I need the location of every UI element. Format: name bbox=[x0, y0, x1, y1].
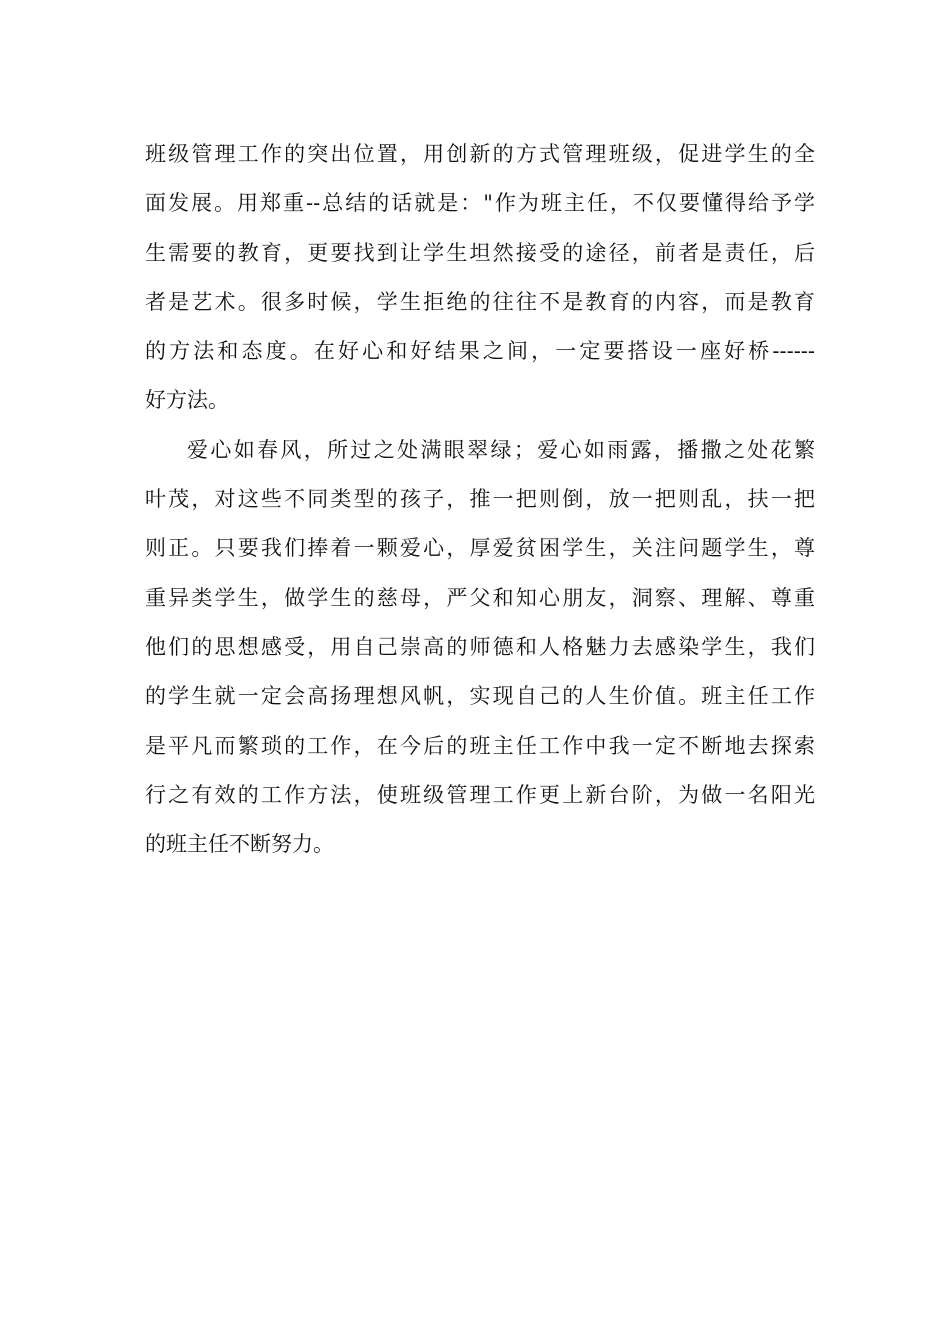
paragraph-2-line: 是平凡而繁琐的工作，在今后的班主任工作中我一定不断地去探索 bbox=[145, 733, 815, 758]
document-body bbox=[145, 130, 815, 869]
paragraph-2-line: 行之有效的工作方法，使班级管理工作更上新台阶，为做一名阳光 bbox=[145, 782, 815, 807]
paragraph-2-line: 的班主任不断努力。 bbox=[145, 832, 334, 857]
paragraph-1-line: 班级管理工作的突出位置，用创新的方式管理班级，促进学生的全 bbox=[145, 142, 815, 166]
paragraph-2-line: 则正。只要我们捧着一颗爱心，厚爱贫困学生，关注问题学生，尊 bbox=[145, 536, 815, 561]
paragraph-2 bbox=[145, 426, 815, 870]
paragraph-1-line: 面发展。用郑重--总结的话就是："作为班主任，不仅要懂得给予学 bbox=[145, 191, 815, 216]
paragraph-1-line: 好方法。 bbox=[145, 388, 229, 413]
paragraph-1-line: 者是艺术。很多时候，学生拒绝的往往不是教育的内容，而是教育 bbox=[145, 289, 815, 314]
paragraph-2-line: 叶茂，对这些不同类型的孩子，推一把则倒，放一把则乱，扶一把 bbox=[145, 487, 815, 512]
paragraph-2-line: 爱心如春风，所过之处满眼翠绿；爱心如雨露，播撒之处花繁 bbox=[187, 437, 815, 462]
paragraph-1-line: 的方法和态度。在好心和好结果之间，一定要搭设一座好桥------ bbox=[145, 339, 815, 364]
paragraph-1-line: 生需要的教育，更要找到让学生坦然接受的途径，前者是责任，后 bbox=[145, 240, 815, 265]
paragraph-1 bbox=[145, 130, 815, 426]
paragraph-2-line: 他们的思想感受，用自己崇高的师德和人格魅力去感染学生，我们 bbox=[145, 634, 815, 659]
paragraph-2-line: 的学生就一定会高扬理想风帆，实现自己的人生价值。班主任工作 bbox=[145, 684, 815, 709]
paragraph-2-line: 重异类学生，做学生的慈母，严父和知心朋友，洞察、理解、尊重 bbox=[145, 585, 815, 610]
